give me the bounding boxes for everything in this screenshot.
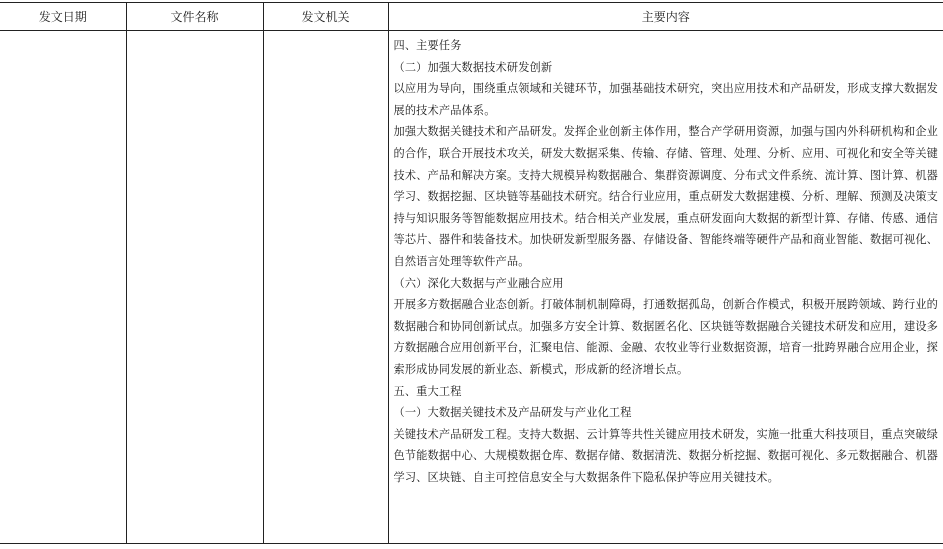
date-cell xyxy=(0,31,126,544)
section-heading-projects: 五、重大工程 xyxy=(393,384,462,398)
name-cell xyxy=(126,31,263,544)
column-header-content: 主要内容 xyxy=(388,3,943,31)
subsection-heading-rd: （二）加强大数据技术研发创新 xyxy=(393,60,553,74)
subsection-heading-integration: （六）深化大数据与产业融合应用 xyxy=(393,276,564,290)
paragraph-key-tech: 加强大数据关键技术和产品研发。发挥企业创新主体作用，整合产学研用资源，加强与国内外科研机构和企业的合作，联合开展技术攻关，研发大数据采集、传输、存储、管理、处理、分析、应用、可视化和安全等关键技术、产品和解决方案。支持大规模异构数据融合、集群资源调度、分布式文件系统、流计算、图计算、机器学习、数据挖掘、区块链等基础技术研究。结合行业应用，重点研发大数据建模、分析、理解、预测及决策支持与知识服务等智能数据应用技术。结合相关产业发展，重点研发面向大数据的新型计算、存储、传感、通信等芯片、器件和装备技术。加快研发新型服务器、存储设备、智能终端等硬件产品和商业智能、数据可视化、自然语言处理等软件产品。 xyxy=(393,125,938,268)
header-row xyxy=(0,3,943,31)
subsection-heading-industrialization: （一）大数据关键技术及产品研发与产业化工程 xyxy=(393,406,632,420)
policy-document-table xyxy=(0,2,943,544)
table-row xyxy=(0,31,943,544)
column-header-name: 文件名称 xyxy=(126,3,263,31)
column-header-date: 发文日期 xyxy=(0,3,126,31)
section-heading-tasks: 四、主要任务 xyxy=(393,39,462,52)
table-body xyxy=(0,31,943,544)
column-header-issuer: 发文机关 xyxy=(263,3,388,31)
paragraph-rd-project: 关键技术产品研发工程。支持大数据、云计算等共性关键应用技术研发，实施一批重大科技项目，重点突破绿色节能数据中心、大规模数据仓库、数据存储、数据清洗、数据分析挖掘、数据可视化、多元数据融合、机器学习、区块链、自主可控信息安全与大数据条件下隐私保护等应用关键技术。 xyxy=(393,427,938,484)
table-header xyxy=(0,3,943,31)
paragraph-data-fusion: 开展多方数据融合业态创新。打破体制机制障碍，打通数据孤岛，创新合作模式，积极开展跨领域、跨行业的数据融合和协同创新试点。加强多方安全计算、数据匿名化、区块链等数据融合关键技术研发和应用，建设多方数据融合应用创新平台，汇聚电信、能源、金融、农牧业等行业数据资源，培育一批跨界融合应用企业，探索形成协同发展的新业态、新模式，形成新的经济增长点。 xyxy=(393,298,938,376)
issuer-cell xyxy=(263,31,388,544)
paragraph-intro: 以应用为导向，围绕重点领域和关键环节，加强基础技术研究，突出应用技术和产品研发，形成支撑大数据发展的技术产品体系。 xyxy=(393,82,938,117)
content-cell xyxy=(388,31,943,544)
